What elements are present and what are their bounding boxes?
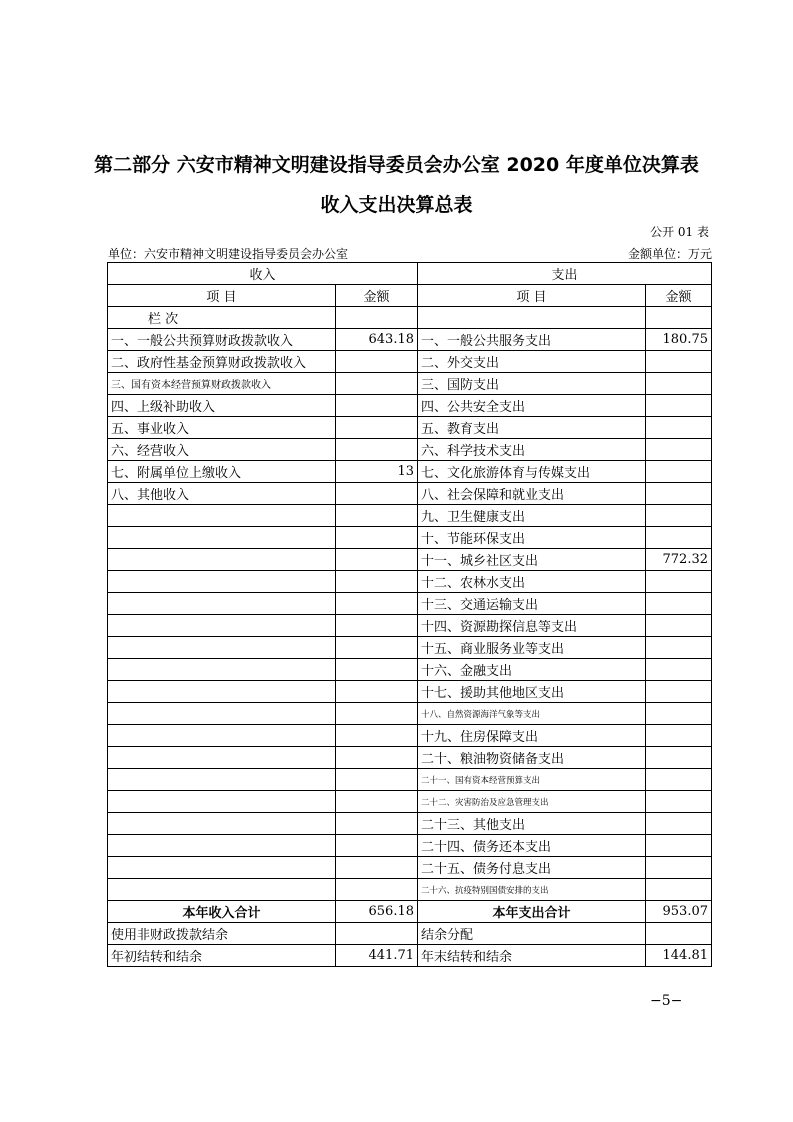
- expense-amount: [646, 747, 712, 769]
- income-item: [108, 571, 336, 593]
- income-item: [108, 659, 336, 681]
- expense-item: 八、社会保障和就业支出: [418, 483, 646, 505]
- income-item: 六、经营收入: [108, 439, 336, 461]
- income-item: [108, 703, 336, 725]
- income-item: 三、国有资本经营预算财政拨款收入: [108, 373, 336, 395]
- income-amount: [336, 769, 418, 791]
- expense-amount: [646, 505, 712, 527]
- begin-balance-label: 年初结转和结余: [108, 945, 336, 967]
- page-title: 第二部分 六安市精神文明建设指导委员会办公室 2020 年度单位决算表: [94, 154, 699, 176]
- income-amount: [336, 593, 418, 615]
- expense-item: 五、教育支出: [418, 417, 646, 439]
- form-code: 公开 01 表: [650, 225, 709, 239]
- expense-amount: [646, 395, 712, 417]
- table-row: [108, 571, 712, 593]
- expense-item: 二十六、抗疫特别国债安排的支出: [418, 879, 646, 901]
- income-expense-table: [107, 262, 712, 967]
- unit-name: 单位：六安市精神文明建设指导委员会办公室: [108, 247, 349, 261]
- surplus-distribution-label: 结余分配: [418, 923, 646, 945]
- expense-item: 七、文化旅游体育与传媒支出: [418, 461, 646, 483]
- income-amount: [336, 659, 418, 681]
- expense-amount: [646, 483, 712, 505]
- income-item: [108, 813, 336, 835]
- table-row: [108, 505, 712, 527]
- non-fiscal-label: 使用非财政拨款结余: [108, 923, 336, 945]
- expense-item: 十三、交通运输支出: [418, 593, 646, 615]
- income-amount: [336, 351, 418, 373]
- expense-amount: [646, 791, 712, 813]
- end-balance-value: 144.81: [646, 945, 712, 967]
- expense-amount: [646, 373, 712, 395]
- table-row: [108, 373, 712, 395]
- column-label: 栏 次: [108, 307, 336, 329]
- expense-item: 十六、金融支出: [418, 659, 646, 681]
- expense-item: 二十五、债务付息支出: [418, 857, 646, 879]
- income-amount: 643.18: [336, 329, 418, 351]
- begin-balance-value: 441.71: [336, 945, 418, 967]
- column-cell: [336, 307, 418, 329]
- expense-amount: [646, 835, 712, 857]
- expense-item: 十九、住房保障支出: [418, 725, 646, 747]
- income-amount: [336, 703, 418, 725]
- column-cell: [418, 307, 646, 329]
- income-item: [108, 835, 336, 857]
- table-row: [108, 439, 712, 461]
- income-amount: [336, 725, 418, 747]
- income-amount: [336, 483, 418, 505]
- expense-item: 十、节能环保支出: [418, 527, 646, 549]
- income-item: [108, 879, 336, 901]
- income-item: [108, 769, 336, 791]
- expense-item: 十五、商业服务业等支出: [418, 637, 646, 659]
- expense-amount: [646, 703, 712, 725]
- income-item: 一、一般公共预算财政拨款收入: [108, 329, 336, 351]
- income-item: [108, 505, 336, 527]
- expense-item: 三、国防支出: [418, 373, 646, 395]
- table-row: [108, 329, 712, 351]
- expense-amount: [646, 615, 712, 637]
- total-income-value: 656.18: [336, 901, 418, 923]
- income-item: [108, 857, 336, 879]
- table-row: [108, 659, 712, 681]
- page-number: −5−: [650, 993, 683, 1009]
- expense-amount: [646, 659, 712, 681]
- expense-amount: [646, 813, 712, 835]
- expense-amount: [646, 769, 712, 791]
- income-amount: [336, 373, 418, 395]
- expense-item: 二十二、灾害防治及应急管理支出: [418, 791, 646, 813]
- non-fiscal-value: [336, 923, 418, 945]
- income-item: 七、附属单位上缴收入: [108, 461, 336, 483]
- expense-item: 六、科学技术支出: [418, 439, 646, 461]
- table-row: [108, 747, 712, 769]
- column-cell: [646, 307, 712, 329]
- income-amount: [336, 395, 418, 417]
- income-item: 二、政府性基金预算财政拨款收入: [108, 351, 336, 373]
- income-item: 八、其他收入: [108, 483, 336, 505]
- total-income-label: 本年收入合计: [108, 901, 336, 923]
- income-item: [108, 681, 336, 703]
- expense-item: 四、公共安全支出: [418, 395, 646, 417]
- table-row: [108, 351, 712, 373]
- income-amount: [336, 527, 418, 549]
- total-expense-label: 本年支出合计: [418, 901, 646, 923]
- income-item: [108, 791, 336, 813]
- expense-item: 二十三、其他支出: [418, 813, 646, 835]
- income-amount: [336, 791, 418, 813]
- income-item: [108, 593, 336, 615]
- expense-amount: [646, 571, 712, 593]
- surplus-distribution-value: [646, 923, 712, 945]
- table-row: [108, 593, 712, 615]
- expense-item: 十一、城乡社区支出: [418, 549, 646, 571]
- expense-amount: [646, 527, 712, 549]
- income-item: 五、事业收入: [108, 417, 336, 439]
- income-amount: [336, 857, 418, 879]
- end-balance-label: 年末结转和结余: [418, 945, 646, 967]
- expense-amount: [646, 637, 712, 659]
- expense-item: 二十四、债务还本支出: [418, 835, 646, 857]
- expense-item: 十二、农林水支出: [418, 571, 646, 593]
- table-row: [108, 879, 712, 901]
- table-row: [108, 835, 712, 857]
- income-amount: [336, 417, 418, 439]
- expense-item: 二、外交支出: [418, 351, 646, 373]
- table-row: [108, 725, 712, 747]
- income-amount: [336, 813, 418, 835]
- expense-amount: [646, 417, 712, 439]
- expense-amount: [646, 725, 712, 747]
- table-row: [108, 791, 712, 813]
- expense-amount: [646, 439, 712, 461]
- table-row: [108, 681, 712, 703]
- expense-amount: [646, 681, 712, 703]
- expense-amount: [646, 593, 712, 615]
- table-row: [108, 395, 712, 417]
- table-row: [108, 417, 712, 439]
- table-row: [108, 637, 712, 659]
- income-amount: [336, 879, 418, 901]
- currency-unit: 金额单位：万元: [627, 247, 712, 261]
- income-item: [108, 747, 336, 769]
- income-amount-header: 金额: [336, 285, 418, 307]
- expense-amount: [646, 351, 712, 373]
- income-amount: 13: [336, 461, 418, 483]
- expense-amount: [646, 857, 712, 879]
- expense-item: 二十一、国有资本经营预算支出: [418, 769, 646, 791]
- income-item: 四、上级补助收入: [108, 395, 336, 417]
- income-header: 收入: [108, 263, 418, 285]
- expense-item: 二十、粮油物资储备支出: [418, 747, 646, 769]
- expense-header: 支出: [418, 263, 712, 285]
- expense-item: 十七、援助其他地区支出: [418, 681, 646, 703]
- expense-item: 九、卫生健康支出: [418, 505, 646, 527]
- income-amount: [336, 439, 418, 461]
- expense-item: 一、一般公共服务支出: [418, 329, 646, 351]
- table-row: [108, 813, 712, 835]
- table-row: [108, 769, 712, 791]
- expense-item: 十八、自然资源海洋气象等支出: [418, 703, 646, 725]
- income-amount: [336, 505, 418, 527]
- income-amount: [336, 835, 418, 857]
- income-amount: [336, 681, 418, 703]
- income-item: [108, 527, 336, 549]
- table-row: [108, 483, 712, 505]
- income-item: [108, 637, 336, 659]
- income-amount: [336, 549, 418, 571]
- expense-amount-header: 金额: [646, 285, 712, 307]
- table-row: [108, 461, 712, 483]
- expense-amount: [646, 461, 712, 483]
- income-item: [108, 615, 336, 637]
- expense-amount: 180.75: [646, 329, 712, 351]
- table-row: [108, 527, 712, 549]
- table-row: [108, 615, 712, 637]
- income-item: [108, 725, 336, 747]
- income-amount: [336, 637, 418, 659]
- table-row: [108, 549, 712, 571]
- income-amount: [336, 615, 418, 637]
- expense-amount: 772.32: [646, 549, 712, 571]
- income-item-header: 项 目: [108, 285, 336, 307]
- total-expense-value: 953.07: [646, 901, 712, 923]
- income-amount: [336, 747, 418, 769]
- expense-amount: [646, 879, 712, 901]
- table-title: 收入支出决算总表: [320, 194, 473, 216]
- income-item: [108, 549, 336, 571]
- table-row: [108, 703, 712, 725]
- expense-item-header: 项 目: [418, 285, 646, 307]
- table-row: [108, 857, 712, 879]
- income-amount: [336, 571, 418, 593]
- expense-item: 十四、资源勘探信息等支出: [418, 615, 646, 637]
